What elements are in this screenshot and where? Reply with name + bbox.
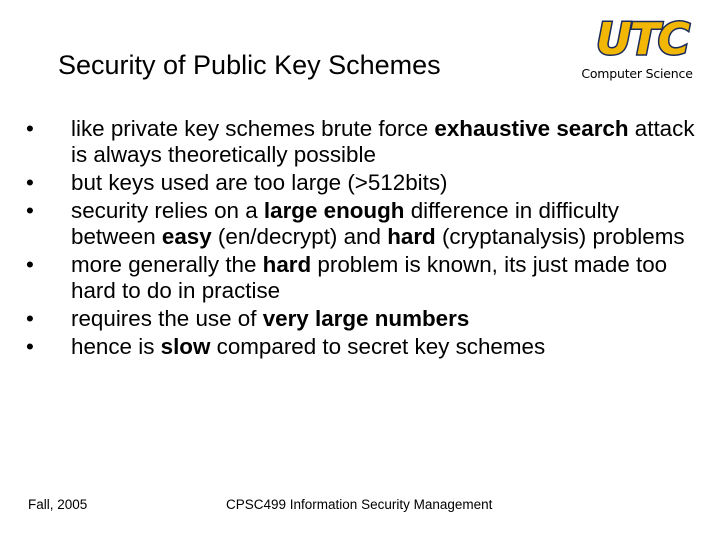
bullet-item bbox=[26, 252, 696, 304]
bullet-item bbox=[26, 334, 696, 360]
bullet-marker: • bbox=[26, 170, 34, 195]
bullet-text: like private key schemes brute force bbox=[71, 116, 435, 141]
bullet-list bbox=[26, 116, 696, 362]
bullet-text: security relies on a bbox=[71, 198, 264, 223]
bullet-bold-text: very large numbers bbox=[262, 306, 470, 331]
bullet-item bbox=[26, 306, 696, 332]
bullet-text: problem is known, its just made too hard to do in practise bbox=[71, 252, 668, 303]
bullet-text: hence is bbox=[71, 334, 161, 359]
bullet-text: more generally the bbox=[71, 252, 263, 277]
bullet-marker: • bbox=[26, 198, 34, 223]
utc-logo bbox=[588, 12, 696, 62]
bullet-bold-text: exhaustive search bbox=[434, 116, 629, 141]
bullet-marker: • bbox=[26, 252, 34, 277]
footer-date: Fall, 2005 bbox=[28, 497, 88, 512]
bullet-bold-text: hard bbox=[387, 224, 436, 249]
bullet-text: requires the use of bbox=[71, 306, 263, 331]
bullet-item bbox=[26, 116, 696, 168]
bullet-bold-text: large enough bbox=[263, 198, 405, 223]
bullet-bold-text: easy bbox=[161, 224, 212, 249]
bullet-text: attack is always theoretically possible bbox=[71, 116, 695, 167]
footer-course: CPSC499 Information Security Management bbox=[226, 497, 493, 512]
bullet-bold-text: slow bbox=[160, 334, 211, 359]
bullet-marker: • bbox=[26, 306, 34, 331]
slide-title: Security of Public Key Schemes bbox=[58, 50, 441, 80]
bullet-item bbox=[26, 170, 696, 196]
bullet-bold-text: hard bbox=[262, 252, 312, 277]
bullet-text: (en/decrypt) and bbox=[211, 224, 388, 249]
department-label: Computer Science bbox=[581, 66, 693, 81]
svg-text:UTC: UTC bbox=[595, 14, 689, 62]
bullet-text: compared to secret key schemes bbox=[210, 334, 546, 359]
bullet-marker: • bbox=[26, 334, 34, 359]
bullet-marker: • bbox=[26, 116, 34, 141]
bullet-text: difference in difficulty between bbox=[71, 198, 619, 249]
bullet-item bbox=[26, 198, 696, 250]
bullet-text: but keys used are too large (>512bits) bbox=[71, 170, 448, 195]
bullet-text: (cryptanalysis) problems bbox=[435, 224, 685, 249]
